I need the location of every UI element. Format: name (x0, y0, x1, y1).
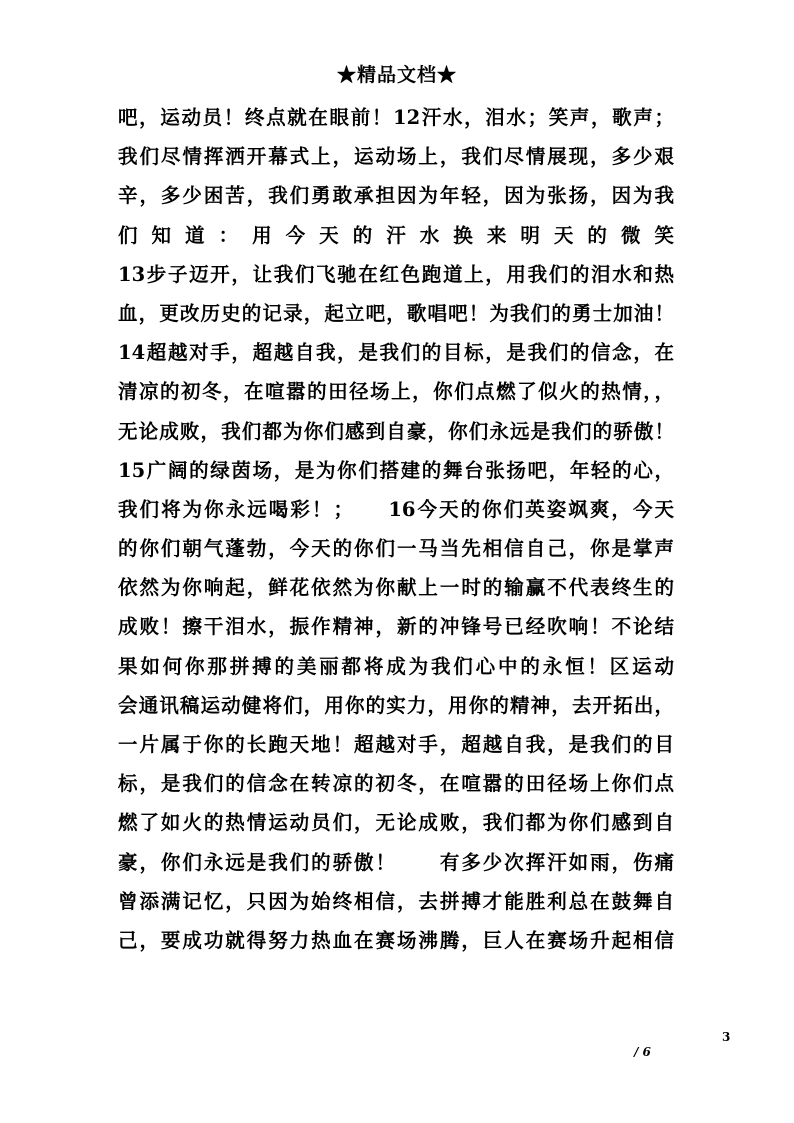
text-line: 标，是我们的信念在转凉的初冬，在喧嚣的田径场上你们点 (118, 772, 674, 796)
page-total: / 6 (634, 1045, 651, 1059)
text-line: 依然为你响起，鲜花依然为你献上一时的输赢不代表终生的 (118, 576, 674, 600)
text-line: 我们将为你永远喝彩！； 16今天的你们英姿飒爽，今天 (118, 497, 674, 521)
text-line: 吧，运动员！终点就在眼前！12汗水，泪水；笑声，歌声； (118, 106, 674, 129)
page-number: 3 (722, 1030, 731, 1044)
text-line: 成败！擦干泪水，振作精神，新的冲锋号已经吹响！不论结 (118, 615, 674, 639)
text-line: 们知道：用今天的汗水换来明天的微笑 (118, 223, 674, 247)
text-line: 血，更改历史的记录，起立吧，歌唱吧！为我们的勇士加油！ (118, 301, 674, 325)
text-line: 我们尽情挥洒开幕式上，运动场上，我们尽情展现，多少艰 (118, 145, 674, 169)
text-line: 一片属于你的长跑天地！超越对手，超越自我，是我们的目 (118, 733, 674, 756)
text-line: 13步子迈开，让我们飞驰在红色跑道上，用我们的泪水和热 (118, 262, 674, 286)
document-body (118, 98, 674, 960)
text-line: 的你们朝气蓬勃，今天的你们一马当先相信自己，你是掌声 (118, 537, 674, 561)
text-line: 15广阔的绿茵场，是为你们搭建的舞台张扬吧，年轻的心， (118, 458, 674, 482)
text-line: 曾添满记忆，只因为始终相信，去拼搏才能胜利总在鼓舞自 (118, 889, 674, 913)
text-line: 燃了如火的热情运动员们，无论成败，我们都为你们感到自 (118, 811, 674, 835)
text-line: 果如何你那拼搏的美丽都将成为我们心中的永恒！区运动 (118, 654, 674, 678)
text-line: 辛，多少困苦，我们勇敢承担因为年轻，因为张扬，因为我 (118, 184, 674, 208)
text-line: 豪，你们永远是我们的骄傲！ 有多少次挥汗如雨，伤痛 (118, 850, 674, 874)
text-line: 无论成败，我们都为你们感到自豪，你们永远是我们的骄傲！ (118, 419, 674, 443)
text-line: 会通讯稿运动健将们，用你的实力，用你的精神，去开拓出， (118, 693, 674, 717)
text-line: 14超越对手，超越自我，是我们的目标，是我们的信念，在 (118, 341, 674, 365)
page-header-title: ★精品文档★ (336, 64, 457, 86)
text-line: 清凉的初冬，在喧嚣的田径场上，你们点燃了似火的热情，， (118, 380, 674, 404)
text-line: 己，要成功就得努力热血在赛场沸腾，巨人在赛场升起相信 (118, 928, 674, 952)
